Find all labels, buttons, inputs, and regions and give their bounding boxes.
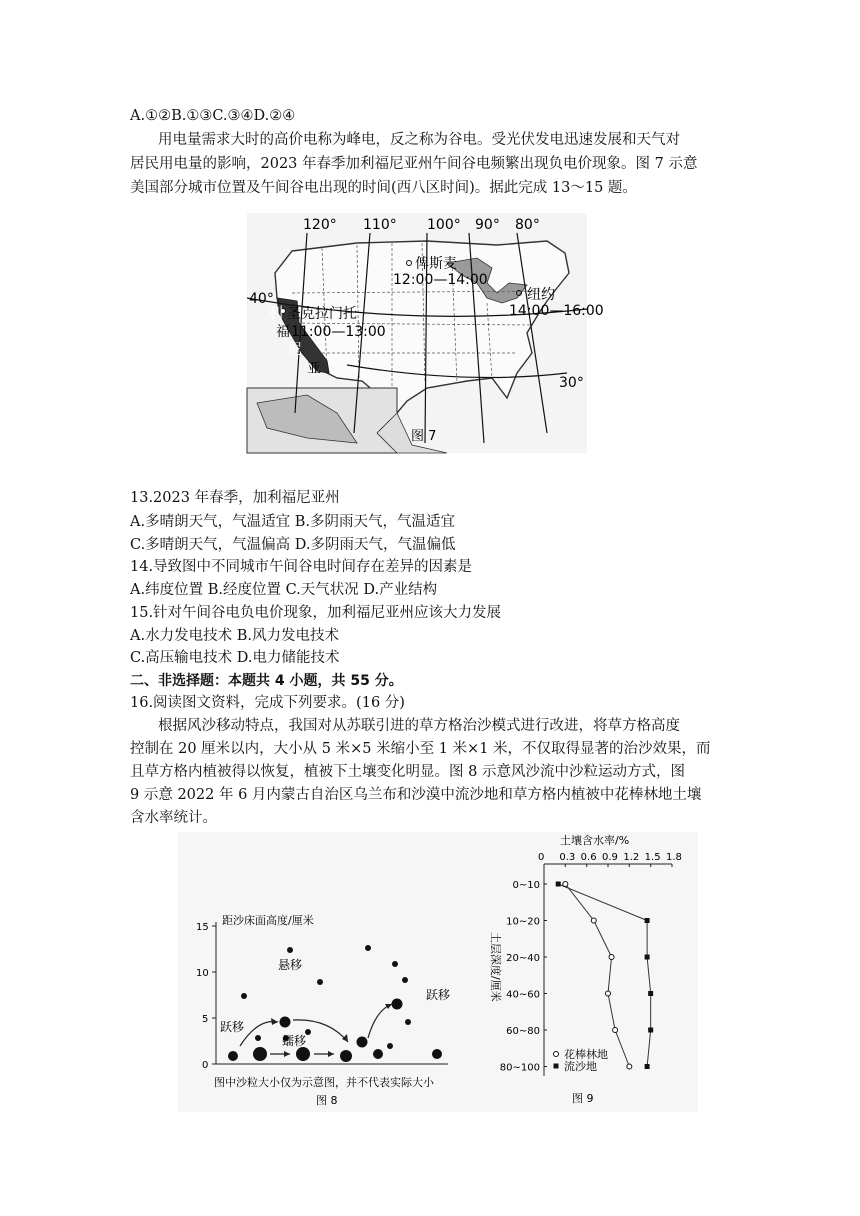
x-tick-0: 0 [538,852,545,863]
question-16: 16.阅读图文资料，完成下列要求。(16 分) [130,695,405,711]
state-char-3: 尼 [288,342,302,358]
series-1-point-2 [645,955,650,960]
fig9-xlabel: 土壤含水率/% [560,834,630,847]
legend-marker-liusha [554,1064,559,1069]
state-char-1: 利 [268,304,284,322]
newyork-time: 14:00—16:00 [509,303,604,319]
figure-9-soil-moisture [476,832,698,1112]
lon-120-label: 120° [303,217,337,233]
label-creep: 蠕移 [282,1034,307,1048]
bismarck-name: 俾斯麦 [415,256,457,272]
question-13-options-cd: C.多晴朗天气，气温偏高 D.多阴雨天气，气温偏低 [130,537,456,553]
figure-7-caption: 图 7 [411,429,437,444]
y-tick-4: 60~80 [506,1026,540,1037]
newyork-name: 纽约 [527,287,555,303]
question-14-options: A.纬度位置 B.经度位置 C.天气状况 D.产业结构 [130,582,438,598]
ytick-5: 5 [202,1014,209,1025]
answer-options-prev: A.①②B.①③C.③④D.②④ [130,108,296,124]
x-tick-2: 0.6 [580,852,597,863]
q16-para-line-2: 控制在 20 厘米以内，大小从 5 米×5 米缩小至 1 米×1 米，不仅取得显著的治沙效果，而 [130,741,711,757]
x-tick-6: 1.8 [666,852,682,863]
ytick-15: 15 [196,922,209,933]
x-tick-1: 0.3 [559,852,576,863]
label-suspension: 悬移 [278,958,303,972]
figure-7-us-map [247,213,604,453]
lon-110-label: 110° [363,217,397,233]
legend-label-huabang: 花棒林地 [564,1048,608,1061]
y-tick-3: 40~60 [506,989,540,1001]
bismarck-time: 12:00—14:00 [393,272,488,288]
series-1-point-3 [648,991,653,996]
q16-para-line-5: 含水率统计。 [130,810,217,826]
fig9-ylabel: 土层深度/厘米 [489,932,502,1002]
q16-para-line-1: 根据风沙移动特点，我国对从苏联引进的草方格治沙模式进行改进，将草方格高度 [158,718,680,734]
state-char-2: 福 [276,324,290,340]
ytick-10: 10 [196,968,209,979]
figure-8-sand-motion [178,832,478,1112]
intro-line-1: 用电量需求大时的高价电称为峰电，反之称为谷电。受光伏发电迅速发展和天气对 [158,132,680,148]
intro-line-3: 美国部分城市位置及午间谷电出现的时间(西八区时间)。据此完成 13～15 题。 [130,180,637,196]
y-tick-5: 80~100 [499,1062,540,1074]
figure-8-caption: 图 8 [316,1094,338,1107]
lon-100-label: 100° [427,217,461,233]
legend-marker-huabang [554,1052,559,1057]
series-0-point-0 [563,882,568,887]
y-tick-1: 10~20 [506,916,540,928]
series-0-point-1 [591,918,596,923]
series-0-point-2 [609,955,614,960]
label-saltation-left: 跃移 [220,1020,245,1034]
sacramento-name: 圣克拉门托 [287,306,357,322]
fig8-ylabel: 距沙床面高度/厘米 [222,914,314,927]
series-1-point-1 [645,918,650,923]
sacramento-time: 11:00—13:00 [291,324,386,340]
question-13-options-ab: A.多晴朗天气，气温适宜 B.多阴雨天气，气温适宜 [130,514,455,530]
x-tick-3: 0.9 [602,852,618,863]
x-tick-5: 1.5 [644,852,661,863]
q16-para-line-4: 9 示意 2022 年 6 月内蒙古自治区乌兰布和沙漠中流沙地和草方格内植被中花棒林地土壤 [130,787,702,803]
question-14: 14.导致图中不同城市午间谷电时间存在差异的因素是 [130,559,473,575]
ytick-0: 0 [202,1060,209,1071]
series-1-point-0 [556,882,561,887]
figure-9-caption: 图 9 [572,1092,594,1105]
lon-90-label: 90° [475,217,500,233]
series-0-point-5 [627,1064,632,1069]
lon-80-label: 80° [515,217,540,233]
y-tick-0: 0~10 [512,880,540,891]
state-char-4: 亚 [307,361,321,377]
lat-30-label: 30° [559,375,584,391]
question-15: 15.针对午间谷电负电价现象，加利福尼亚州应该大力发展 [130,605,502,621]
fig8-note: 图中沙粒大小仅为示意图，并不代表实际大小 [214,1076,434,1089]
question-15-options-cd: C.高压输电技术 D.电力储能技术 [130,650,340,666]
y-tick-2: 20~40 [506,953,540,964]
lat-40-label: 40° [249,291,274,307]
series-0-point-3 [606,991,611,996]
q16-para-line-3: 且草方格内植被得以恢复，植被下土壤变化明显。图 8 示意风沙流中沙粒运动方式，图 [130,764,685,780]
question-13: 13.2023 年春季，加利福尼亚州 [130,490,340,506]
series-1-point-4 [648,1028,653,1033]
question-15-options-ab: A.水力发电技术 B.风力发电技术 [130,628,339,644]
x-tick-4: 1.2 [623,852,640,863]
section-2-heading: 二、非选择题：本题共 4 小题，共 55 分。 [130,673,403,689]
legend-label-liusha: 流沙地 [564,1060,597,1073]
intro-line-2: 居民用电量的影响，2023 年春季加利福尼亚州午间谷电频繁出现负电价现象。图 7 示意 [130,156,698,172]
series-1-point-5 [645,1064,650,1069]
series-0-point-4 [613,1028,618,1033]
label-saltation-right: 跃移 [426,988,451,1002]
